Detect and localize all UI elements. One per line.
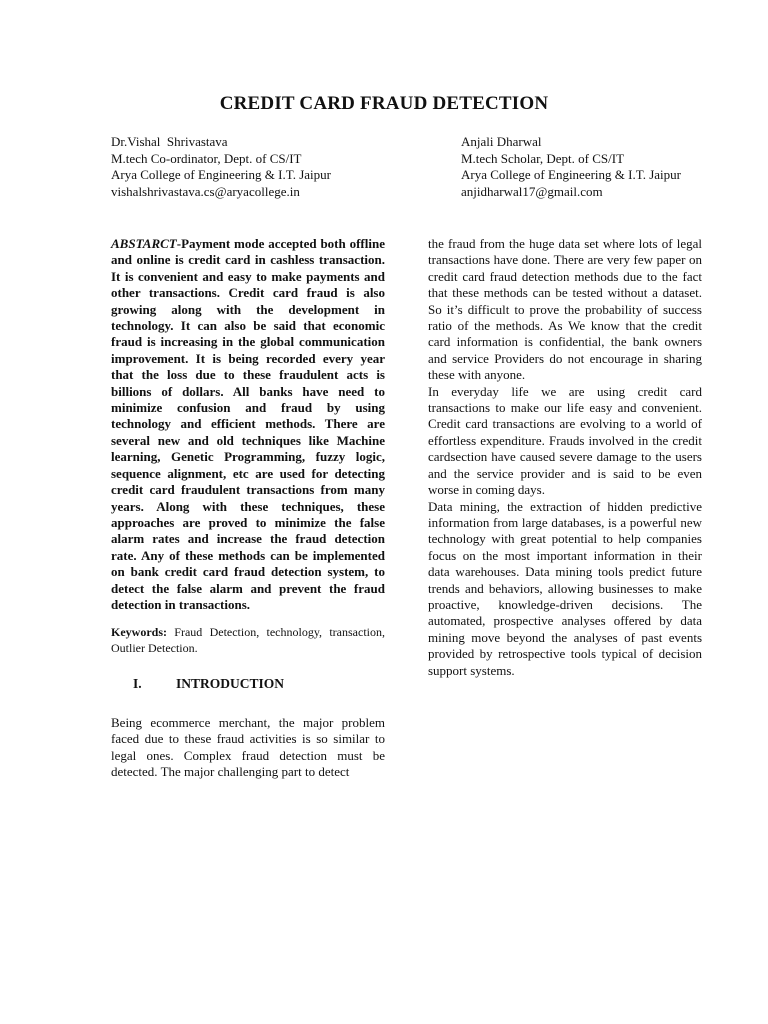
section-number: I. bbox=[133, 676, 142, 692]
author-email: vishalshrivastava.cs@aryacollege.in bbox=[111, 183, 300, 199]
body-paragraph: Data mining, the extraction of hidden predictive information from large databases, is a powerful new technology with great potential to help companies focus on the most important information in their data warehouses. Data mining tools predict future trends and behaviors, allowing businesses to make proactive, knowledge-driven decisions. The automated, prospective analyses offered by data mining move beyond the analyses of past events provided by retrospective tools typical of decision support systems. bbox=[428, 498, 702, 678]
left-column bbox=[111, 236, 385, 780]
author-role: M.tech Scholar, Dept. of CS/IT bbox=[461, 150, 625, 166]
author-role: M.tech Co-ordinator, Dept. of CS/IT bbox=[111, 150, 302, 166]
author-block-2 bbox=[461, 134, 681, 200]
author-name: Anjali Dharwal bbox=[461, 134, 542, 149]
keywords bbox=[111, 625, 385, 656]
body-paragraph: the fraud from the huge data set where lots of legal transactions have done. There are very few paper on credit card fraud detection methods due to the fact that these methods can be tested without a dataset. So it’s difficult to prove the probability of success ratio of the methods. As We know that the credit card information is confidential, the bank owners and service Providers do not encourage in sharing these with anyone. bbox=[428, 236, 702, 383]
section-title: INTRODUCTION bbox=[176, 676, 285, 692]
author-affiliation: Arya College of Engineering & I.T. Jaipur bbox=[111, 167, 331, 182]
abstract-lead: ABSTARCT bbox=[111, 236, 177, 251]
keywords-label: Keywords: bbox=[111, 625, 167, 640]
author-affiliation: Arya College of Engineering & I.T. Jaipur bbox=[461, 167, 681, 182]
author-name: Dr.Vishal Shrivastava bbox=[111, 134, 228, 149]
author-block-1 bbox=[111, 134, 331, 200]
body-paragraph: In everyday life we are using credit card transactions to make our life easy and convenient. Credit card transactions are evolving to a world of effortless expenditure. Frauds involved in the credit cardsection have caused severe damage to the users and the service provider and is said to be even worse in coming days. bbox=[428, 383, 702, 498]
abstract bbox=[111, 236, 385, 613]
keywords-text: Fraud Detection, technology, transaction, Outlier Detection. bbox=[111, 625, 385, 655]
abstract-body: -Payment mode accepted both offline and online is credit card in cashless transaction. It is convenient and easy to make payments and other transactions. Credit card fraud is also growing along with the development in technology. It can also be said that economic fraud is increasing in the global communication improvement. It is being recorded every year that the loss due to these fraudulent acts is billions of dollars. All banks have need to minimize confusion and fraud by using technology and efficient methods. There are several new and old techniques like Machine learning, Genetic Programming, fuzzy logic, sequence alignment, etc are used for detecting credit card fraudulent transactions from many years. Along with these techniques, these approaches are proved to minimize the false alarm rates and increase the fraud detection rate. Any of these methods can be implemented on bank credit card fraud detection system, to detect the false alarm and prevent the fraud detection in transactions. bbox=[111, 236, 385, 612]
right-column bbox=[428, 236, 702, 679]
author-email: anjidharwal17@gmail.com bbox=[461, 183, 603, 199]
intro-paragraph: Being ecommerce merchant, the major problem faced due to these fraud activities is so similar to legal ones. Complex fraud detection must be detected. The major challenging part to detect bbox=[111, 714, 385, 779]
section-heading bbox=[111, 676, 385, 692]
paper-title: CREDIT CARD FRAUD DETECTION bbox=[219, 93, 549, 114]
